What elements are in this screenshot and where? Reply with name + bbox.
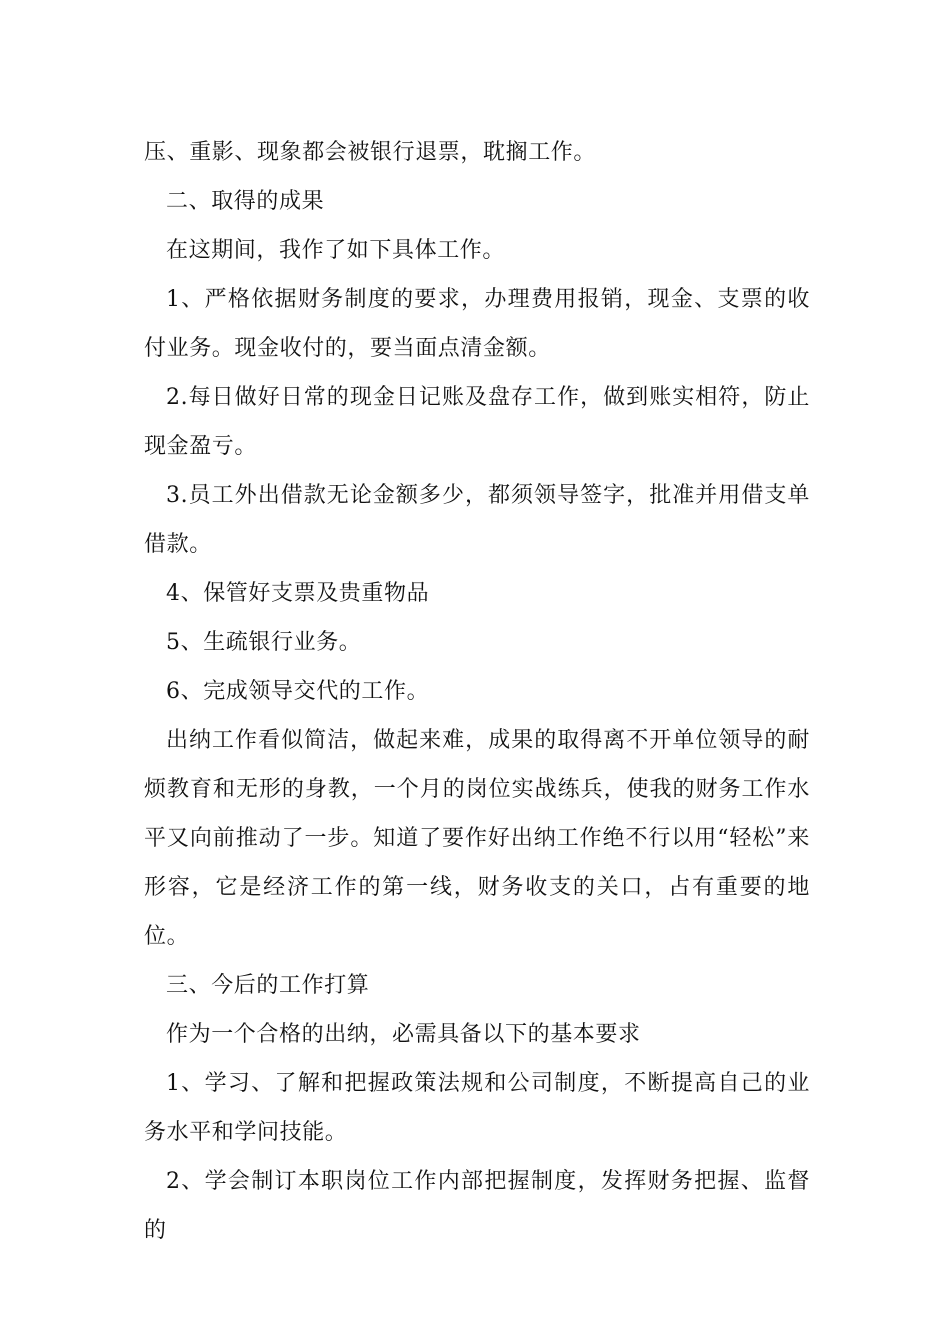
paragraph: 压、重影、现象都会被银行退票，耽搁工作。: [144, 140, 597, 165]
list-item: 1、学习、了解和把握政策法规和公司制度，不断提高自己的业务水平和学问技能。: [144, 1071, 810, 1145]
list-item: 6、完成领导交代的工作。: [166, 679, 430, 704]
document-body: [144, 128, 810, 1255]
list-item: 3.员工外出借款无论金额多少，都须领导签字，批准并用借支单借款。: [144, 483, 810, 557]
list-item: 4、保管好支票及贵重物品: [166, 581, 430, 606]
list-item: 1、严格依据财务制度的要求，办理费用报销，现金、支票的收付业务。现金收付的，要当面点清金额。: [144, 287, 810, 361]
section-heading: 三、今后的工作打算: [166, 973, 370, 998]
paragraph: 作为一个合格的出纳，必需具备以下的基本要求: [166, 1022, 641, 1047]
list-item: 5、生疏银行业务。: [166, 630, 362, 655]
section-heading: 二、取得的成果: [166, 189, 325, 214]
paragraph: 在这期间，我作了如下具体工作。: [166, 238, 506, 263]
paragraph: 出纳工作看似简洁，做起来难，成果的取得离不开单位领导的耐烦教育和无形的身教，一个月的岗位实战练兵，使我的财务工作水平又向前推动了一步。知道了要作好出纳工作绝不行以用“轻松”来形容，它是经济工作的第一线，财务收支的关口，占有重要的地位。: [144, 728, 810, 949]
list-item: 2.每日做好日常的现金日记账及盘存工作，做到账实相符，防止现金盈亏。: [144, 385, 810, 459]
list-item: 2、学会制订本职岗位工作内部把握制度，发挥财务把握、监督的: [144, 1169, 810, 1243]
